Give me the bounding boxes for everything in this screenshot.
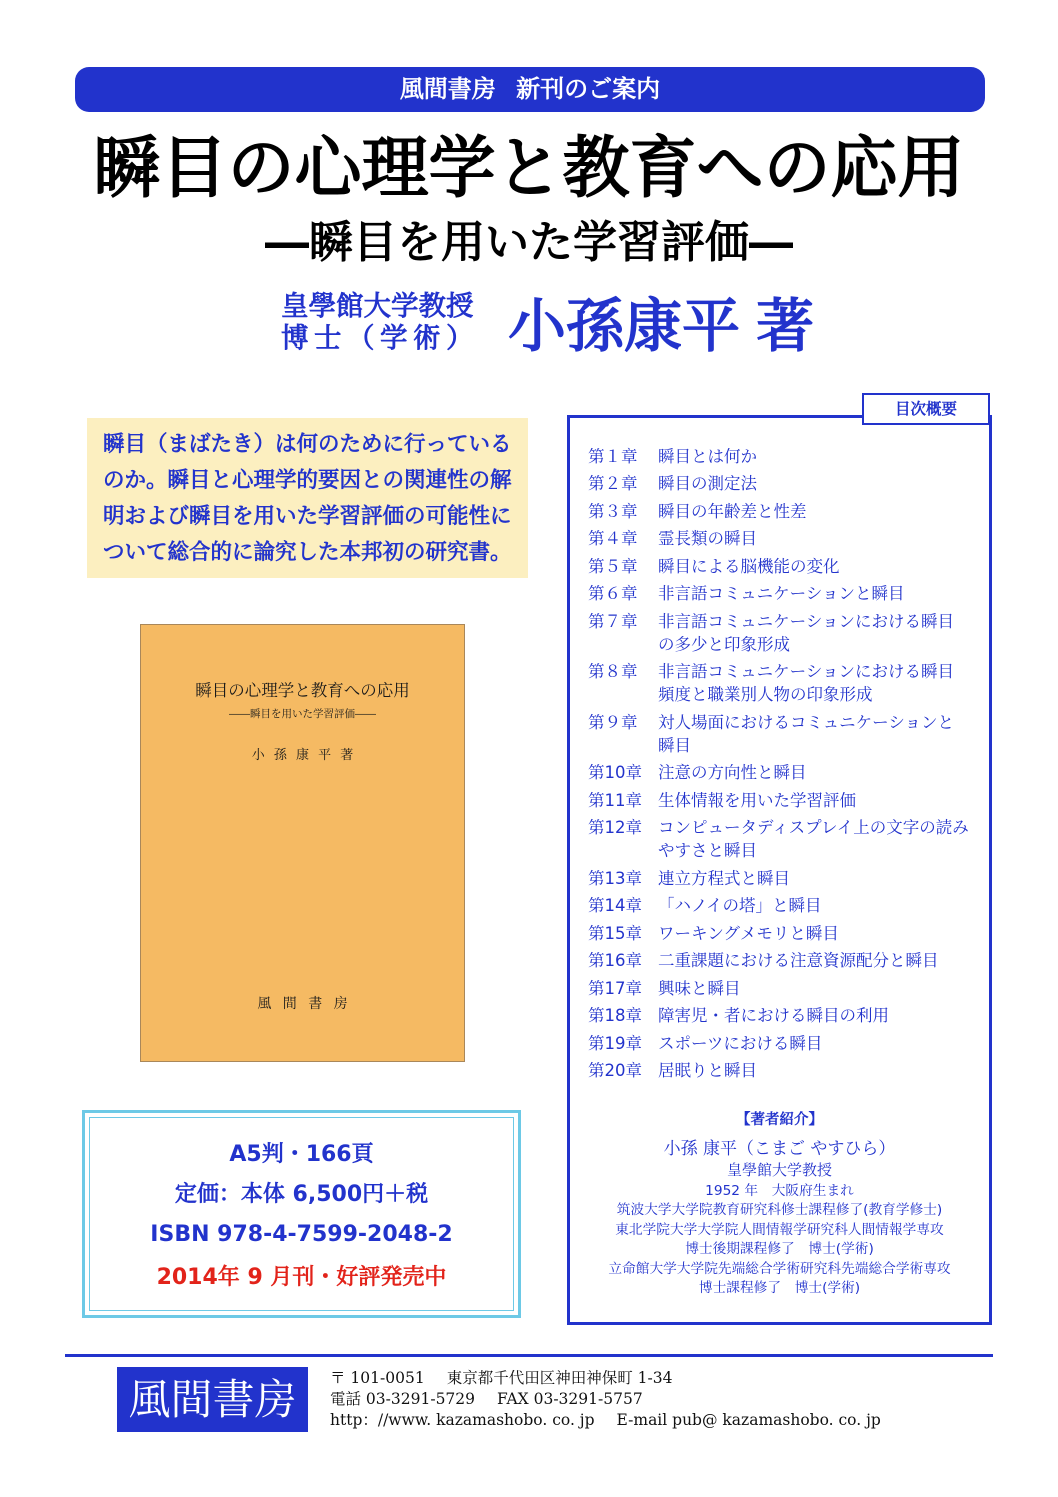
chapter-title-line: やすさと瞬目 xyxy=(658,841,757,860)
description-line: のか。瞬目と心理学的要因との関連性の解 xyxy=(103,468,512,493)
chapter-title xyxy=(658,472,757,495)
description-line: 瞬目（まばたき）は何のために行っている xyxy=(103,432,512,457)
author-name: 小孫康平 xyxy=(508,292,741,360)
product-format: A5判・166頁 xyxy=(229,1142,374,1167)
author-suffix: 著 xyxy=(756,292,815,360)
street-address: 東京都千代田区神田神保町 1-34 xyxy=(446,1368,673,1387)
email-address: E-mail pub@ kazamashobo. co. jp xyxy=(616,1410,881,1429)
toc-chapter xyxy=(588,761,969,784)
toc-chapter xyxy=(588,867,969,890)
chapter-title xyxy=(658,922,839,945)
chapter-number: 第５章 xyxy=(588,556,638,576)
chapter-number: 第20章 xyxy=(588,1061,642,1080)
chapter-title-line: ワーキングメモリと瞬目 xyxy=(658,923,839,943)
chapter-number: 第７章 xyxy=(588,611,638,631)
chapter-title-line: 対人場面におけるコミュニケーションと xyxy=(658,712,955,732)
chapter-title xyxy=(658,949,939,972)
book-cover-image xyxy=(140,624,465,1062)
chapter-number: 第３章 xyxy=(588,501,638,521)
toc-chapter xyxy=(588,816,969,862)
toc-chapter xyxy=(588,660,969,706)
toc-chapter-list xyxy=(588,445,969,1087)
chapter-number: 第19章 xyxy=(588,1033,642,1053)
chapter-title-line: 二重課題における注意資源配分と瞬目 xyxy=(658,951,939,970)
toc-chapter xyxy=(588,582,969,605)
chapter-number: 第12章 xyxy=(588,818,642,837)
profile-detail-line: 博士後期課程修了 博士(学術) xyxy=(685,1241,874,1258)
toc-chapter xyxy=(588,555,969,578)
chapter-title-line: 非言語コミュニケーションと瞬目 xyxy=(658,584,905,603)
chapter-title xyxy=(658,1059,757,1082)
toc-chapter xyxy=(588,527,969,550)
profile-detail-line: 筑波大学大学院教育研究科修士課程修了(教育学修士) xyxy=(616,1202,943,1219)
toc-chapter xyxy=(588,789,969,812)
chapter-title-line: 生体情報を用いた学習評価 xyxy=(658,790,856,810)
description-line: ついて総合的に論究した本邦初の研究書。 xyxy=(103,540,512,565)
profile-details xyxy=(570,1182,989,1298)
chapter-title-line: コンピュータディスプレイ上の文字の読み xyxy=(658,818,969,837)
chapter-number: 第15章 xyxy=(588,923,642,943)
chapter-title-line: 頻度と職業別人物の印象形成 xyxy=(658,685,873,704)
toc-chapter xyxy=(588,922,969,945)
product-release: 2014年 9 月刊・好評発売中 xyxy=(156,1265,447,1290)
profile-detail-line: 東北学院大学大学院人間情報学研究科人間情報学専攻 xyxy=(615,1221,944,1238)
cover-title: 瞬目の心理学と教育への応用 xyxy=(195,681,410,700)
toc-chapter xyxy=(588,445,969,468)
publisher-contact xyxy=(330,1368,881,1431)
author-affiliation: 皇學館大学教授 xyxy=(281,290,474,322)
product-isbn: ISBN 978-4-7599-2048-2 xyxy=(150,1222,453,1247)
phone-line xyxy=(330,1389,881,1410)
profile-heading: 【著者紹介】 xyxy=(736,1112,823,1128)
chapter-number: 第２章 xyxy=(588,474,638,493)
chapter-number: 第13章 xyxy=(588,868,642,888)
chapter-title xyxy=(658,977,741,1000)
chapter-title-line: 興味と瞬目 xyxy=(658,978,741,998)
chapter-title-line: 連立方程式と瞬目 xyxy=(658,868,790,888)
cover-publisher: 風 間 書 房 xyxy=(257,996,348,1012)
chapter-title xyxy=(658,582,905,605)
chapter-title xyxy=(658,761,807,784)
chapter-title-line: スポーツにおける瞬目 xyxy=(658,1033,823,1053)
address-line xyxy=(330,1368,881,1389)
publisher-logo: 風間書房 xyxy=(117,1367,308,1432)
website-url: http：//www. kazamashobo. co. jp xyxy=(330,1410,595,1429)
description-box xyxy=(87,418,528,578)
chapter-number: 第８章 xyxy=(588,662,638,681)
toc-chapter xyxy=(588,610,969,656)
chapter-title-line: 霊長類の瞬目 xyxy=(658,529,757,548)
chapter-title xyxy=(658,711,954,757)
chapter-title-line: 障害児・者における瞬目の利用 xyxy=(658,1006,889,1025)
chapter-number: 第９章 xyxy=(588,712,638,732)
profile-detail-line: 博士課程修了 博士(学術) xyxy=(698,1280,861,1297)
toc-chapter xyxy=(588,500,969,523)
chapter-title xyxy=(658,1004,889,1027)
product-info-box xyxy=(82,1110,521,1318)
product-price: 定価：本体 6,500円＋税 xyxy=(174,1182,429,1207)
chapter-title xyxy=(658,789,856,812)
description-line: 明および瞬目を用いた学習評価の可能性に xyxy=(103,504,512,529)
chapter-title-line: 注意の方向性と瞬目 xyxy=(658,763,807,782)
chapter-number: 第18章 xyxy=(588,1006,642,1025)
profile-name: 小孫 康平（こまご やすひら） xyxy=(663,1139,896,1159)
fax-number: FAX 03-3291-5757 xyxy=(497,1389,643,1408)
toc-chapter xyxy=(588,1059,969,1082)
profile-detail-line: 立命館大学大学院先端総合学術研究科先端総合学術専攻 xyxy=(608,1260,951,1277)
author-degree: 博士（学術） xyxy=(281,322,479,354)
cover-subtitle: ――瞬目を用いた学習評価―― xyxy=(229,708,376,720)
postal-code: 〒 101-0051 xyxy=(330,1368,425,1387)
phone-number: 電話 03-3291-5729 xyxy=(330,1389,476,1408)
footer-divider xyxy=(65,1354,993,1357)
chapter-title xyxy=(658,1032,822,1055)
chapter-title-line: 瞬目による脳機能の変化 xyxy=(658,556,840,576)
chapter-title-line: 居眠りと瞬目 xyxy=(658,1061,757,1080)
toc-label: 目次概要 xyxy=(862,393,990,425)
chapter-number: 第17章 xyxy=(588,978,642,998)
chapter-title-line: 瞬目の年齢差と性差 xyxy=(658,501,807,521)
chapter-title-line: 非言語コミュニケーションにおける瞬目 xyxy=(658,611,955,631)
toc-chapter xyxy=(588,711,969,757)
chapter-title xyxy=(658,445,757,468)
chapter-title xyxy=(658,527,757,550)
chapter-number: 第14章 xyxy=(588,896,642,915)
chapter-title-line: の多少と印象形成 xyxy=(658,634,790,654)
web-line xyxy=(330,1410,881,1431)
chapter-number: 第16章 xyxy=(588,951,642,970)
chapter-title-line: 瞬目とは何か xyxy=(658,446,757,466)
chapter-title-line: 瞬目の測定法 xyxy=(658,474,757,493)
toc-box xyxy=(567,415,992,1325)
profile-position: 皇學館大学教授 xyxy=(726,1161,832,1179)
chapter-number: 第10章 xyxy=(588,763,642,782)
chapter-title xyxy=(658,555,840,578)
chapter-title xyxy=(658,816,969,862)
book-subtitle: ―瞬目を用いた学習評価― xyxy=(265,217,793,268)
toc-chapter xyxy=(588,472,969,495)
toc-chapter xyxy=(588,1004,969,1027)
chapter-title xyxy=(658,867,790,890)
toc-chapter xyxy=(588,949,969,972)
profile-detail-line: 1952 年 大阪府生まれ xyxy=(705,1183,854,1199)
author-name-block xyxy=(508,292,815,360)
chapter-title-line: 「ハノイの塔」と瞬目 xyxy=(658,896,822,915)
chapter-number: 第６章 xyxy=(588,584,638,603)
chapter-title xyxy=(658,660,954,706)
toc-chapter xyxy=(588,1032,969,1055)
chapter-number: 第１章 xyxy=(588,446,638,466)
cover-author: 小 孫 康 平 著 xyxy=(251,748,354,763)
chapter-number: 第11章 xyxy=(588,790,642,810)
chapter-title xyxy=(658,894,822,917)
chapter-title xyxy=(658,610,954,656)
chapter-title-line: 瞬目 xyxy=(658,735,691,755)
chapter-title xyxy=(658,500,807,523)
book-title: 瞬目の心理学と教育への応用 xyxy=(93,129,965,207)
toc-chapter xyxy=(588,977,969,1000)
header-banner: 風間書房 新刊のご案内 xyxy=(75,67,985,112)
toc-chapter xyxy=(588,894,969,917)
chapter-number: 第４章 xyxy=(588,529,638,548)
chapter-title-line: 非言語コミュニケーションにおける瞬目 xyxy=(658,662,955,681)
